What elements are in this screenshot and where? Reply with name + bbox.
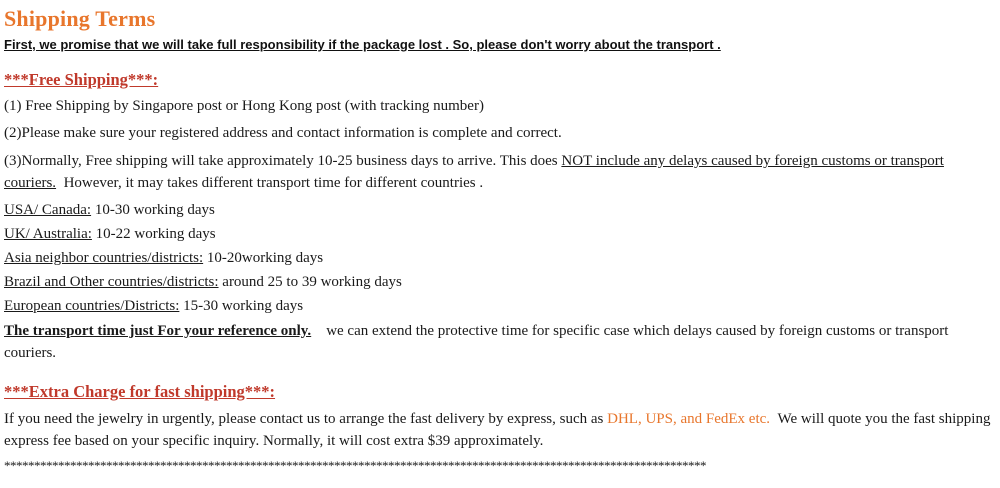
- region-duration: 10-22 working days: [95, 226, 216, 242]
- promise-statement: First, we promise that we will take full responsibility if the package lost . So, please don't worry about the transport .: [4, 37, 721, 52]
- region-row: [4, 296, 1000, 316]
- page-title: Shipping Terms: [4, 6, 156, 31]
- region-name: European countries/Districts:: [4, 298, 180, 314]
- reference-time-note: [4, 320, 996, 364]
- region-name: UK/ Australia:: [4, 226, 92, 242]
- region-row: [4, 200, 1000, 220]
- divider: *********************************************************************************************************************: [4, 458, 706, 473]
- reference-note-rest: we can extend the protective time for specific case which delays caused by foreign customs or transport couriers.: [4, 323, 949, 361]
- extra-charge-heading: ***Extra Charge for fast shipping***:: [4, 382, 276, 401]
- free-shipping-heading: ***Free Shipping***:: [4, 70, 159, 89]
- extra-charge-text-after: We will quote you the fast shipping express fee based on your specific inquiry. Normally, it will cost extra $39 approximately.: [4, 411, 991, 449]
- express-carriers: DHL, UPS, and FedEx etc.: [607, 411, 771, 427]
- region-row: [4, 224, 1000, 244]
- extra-charge-text-before: If you need the jewelry in urgently, please contact us to arrange the fast delivery by express, such as: [4, 411, 608, 427]
- extra-charge-text: [4, 408, 996, 452]
- region-duration: 15-30 working days: [183, 298, 304, 314]
- item3-underlined: NOT include any delays caused by foreign customs or transport couriers.: [4, 153, 944, 191]
- free-shipping-item-3: [4, 150, 996, 194]
- free-shipping-item-1: (1) Free Shipping by Singapore post or Hong Kong post (with tracking number): [4, 98, 484, 114]
- region-row: [4, 272, 1000, 292]
- item3-prefix: (3)Normally, Free shipping will take approximately 10-25 business days to arrive. This does: [4, 153, 562, 169]
- shipping-terms-document: [0, 6, 1000, 488]
- item3-suffix: However, it may takes different transport time for different countries .: [63, 175, 484, 191]
- region-row: [4, 248, 1000, 268]
- region-name: Brazil and Other countries/districts:: [4, 274, 219, 290]
- region-name: USA/ Canada:: [4, 202, 92, 218]
- reference-note-bold: The transport time just For your reference only.: [4, 323, 312, 339]
- region-duration: around 25 to 39 working days: [222, 274, 402, 290]
- free-shipping-item-2: (2)Please make sure your registered address and contact information is complete and correct.: [4, 125, 562, 141]
- region-duration: 10-20working days: [206, 250, 324, 266]
- region-duration: 10-30 working days: [94, 202, 215, 218]
- region-name: Asia neighbor countries/districts:: [4, 250, 204, 266]
